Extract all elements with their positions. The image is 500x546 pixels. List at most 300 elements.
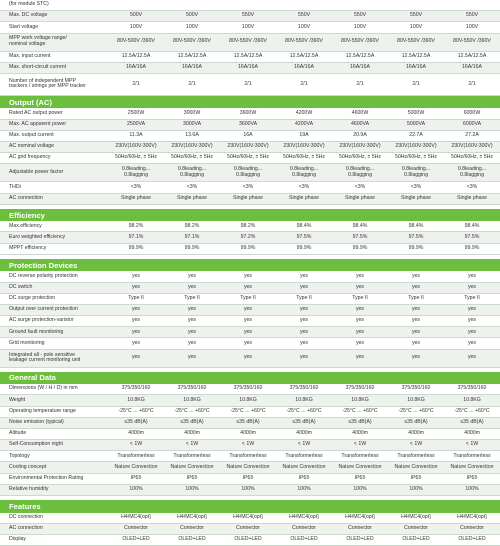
spec-value: 0.8leading... 0.8lagging — [289, 166, 319, 178]
spec-value: ≤35 dB(A) — [292, 418, 316, 425]
spec-label: Rated AC output power — [9, 109, 63, 116]
spec-values — [108, 111, 500, 117]
spec-value: Single phase — [457, 194, 487, 201]
spec-value: 5000VA — [406, 120, 426, 127]
spec-value: yes — [299, 306, 309, 313]
spec-label: DC switch — [9, 283, 33, 290]
spec-label: Number of independent MPP trackers / strings per MPP tracker — [9, 77, 86, 90]
spec-value: 12.5A/12.5A — [289, 52, 319, 59]
spec-value: Transformerless — [229, 452, 267, 459]
spec-values — [108, 487, 500, 493]
spec-values — [108, 431, 500, 437]
spec-label: Max. DC voltage — [9, 12, 48, 19]
spec-values — [108, 155, 500, 161]
spec-value: 10.8KG — [407, 396, 425, 403]
spec-row — [0, 52, 500, 63]
spec-row — [0, 283, 500, 294]
spec-value: IP65 — [354, 474, 366, 481]
spec-value: 11.3A — [129, 132, 143, 139]
spec-value: 10.8KG — [127, 396, 145, 403]
spec-value: 4000m — [240, 430, 256, 437]
spec-value: 3000W — [183, 109, 201, 116]
spec-value: yes — [243, 283, 253, 290]
spec-value: 10.8KG — [183, 396, 201, 403]
spec-label: Max. short-circuit current — [9, 64, 67, 71]
spec-value: 550V — [241, 12, 255, 19]
spec-value: 2/1 — [132, 80, 140, 87]
spec-value: yes — [187, 328, 197, 335]
spec-value: Nature Convection — [394, 463, 438, 470]
spec-row — [0, 34, 500, 52]
spec-value: yes — [355, 339, 365, 346]
spec-values — [108, 454, 500, 460]
spec-label: Grid monitoring — [9, 339, 45, 346]
spec-value: 22.7A — [409, 132, 423, 139]
spec-value: 97.5% — [296, 233, 312, 240]
spec-value: 50Hz/60Hz, ± 5Hz — [450, 154, 494, 161]
spec-value: 16A — [243, 132, 253, 139]
spec-value: 80V-550V /360V — [397, 38, 435, 45]
spec-value: IP65 — [466, 474, 478, 481]
spec-label: Environmental Protection Rating — [9, 474, 84, 481]
spec-value: 100V — [241, 23, 255, 30]
spec-value: OLED+LED — [290, 536, 318, 543]
spec-label: Self-Consumption night — [9, 441, 63, 448]
section-header: Output (AC) — [0, 96, 500, 109]
spec-value: 230V(160V-300V) — [171, 143, 213, 150]
spec-value: yes — [131, 283, 141, 290]
spec-value: 230V(160V-300V) — [283, 143, 325, 150]
spec-value: 12.5A/12.5A — [121, 52, 151, 59]
spec-value: 550V — [297, 12, 311, 19]
spec-value: 4600W — [351, 109, 369, 116]
spec-value: <3% — [466, 183, 478, 190]
spec-value: 375/350/160 — [233, 385, 263, 392]
spec-value: OLED+LED — [346, 536, 374, 543]
spec-value: yes — [243, 328, 253, 335]
spec-value: Single phase — [177, 194, 207, 201]
spec-value: 27.2A — [465, 132, 479, 139]
spec-value: yes — [411, 272, 421, 279]
spec-value: 80V-500V /360V — [117, 38, 155, 45]
spec-value: ≤35 dB(A) — [348, 418, 372, 425]
spec-value: 100V — [465, 23, 479, 30]
spec-value: 98.2% — [240, 222, 256, 229]
spec-value: 20.9A — [353, 132, 367, 139]
spec-value: ≤35 dB(A) — [180, 418, 204, 425]
spec-values — [108, 386, 500, 392]
spec-value: OLED+LED — [458, 536, 486, 543]
spec-value: yes — [467, 328, 477, 335]
spec-value: 4200W — [295, 109, 313, 116]
spec-value: Connector — [236, 524, 260, 531]
spec-value: yes — [299, 283, 309, 290]
spec-value: < 1W — [185, 441, 199, 448]
spec-value: 97.5% — [352, 233, 368, 240]
spec-value: 375/350/160 — [121, 385, 151, 392]
spec-value: yes — [187, 272, 197, 279]
spec-value: Transformerless — [397, 452, 435, 459]
spec-label: Ground fault monitoring — [9, 328, 64, 335]
spec-value: Nature Convection — [226, 463, 270, 470]
spec-values — [108, 409, 500, 415]
section-header: Efficiency — [0, 209, 500, 222]
spec-value: 97.5% — [464, 233, 480, 240]
spec-value: 97.1% — [128, 233, 144, 240]
spec-value: 50Hz/60Hz, ± 5Hz — [338, 154, 382, 161]
spec-row — [0, 164, 500, 182]
spec-row — [0, 395, 500, 406]
spec-value: yes — [355, 328, 365, 335]
spec-value: 4000m — [352, 430, 368, 437]
spec-row — [0, 294, 500, 305]
spec-value: <3% — [354, 183, 366, 190]
spec-value: 16A/16A — [350, 64, 370, 71]
spec-values — [108, 526, 500, 532]
spec-value: < 1W — [241, 441, 255, 448]
spec-value: 50Hz/60Hz, ± 5Hz — [114, 154, 158, 161]
spec-value: yes — [411, 317, 421, 324]
spec-value: 99.9% — [184, 244, 200, 251]
spec-value: Connector — [180, 524, 204, 531]
spec-label: AC grid frequency — [9, 154, 51, 161]
spec-value: Connector — [124, 524, 148, 531]
spec-value: 3600VA — [238, 120, 258, 127]
spec-value: 97.1% — [184, 233, 200, 240]
spec-values — [108, 274, 500, 280]
spec-row — [0, 120, 500, 131]
spec-row — [0, 513, 500, 524]
section-header: Protection Devices — [0, 259, 500, 272]
spec-label: Max. input current — [9, 52, 51, 59]
spec-value: 2/1 — [300, 80, 308, 87]
spec-value: 98.4% — [408, 222, 424, 229]
spec-value: -25°C ... +60°C — [286, 407, 322, 414]
spec-value: Single phase — [345, 194, 375, 201]
spec-values — [108, 476, 500, 482]
spec-row — [0, 131, 500, 142]
spec-value: yes — [411, 306, 421, 313]
spec-value: ≤35 dB(A) — [460, 418, 484, 425]
spec-row — [0, 327, 500, 338]
spec-label: Display — [9, 536, 27, 543]
spec-value: 0.8leading... 0.8lagging — [177, 166, 207, 178]
spec-label: Adjustable power factor — [9, 169, 64, 176]
spec-row — [0, 440, 500, 451]
spec-value: yes — [355, 306, 365, 313]
spec-value: yes — [411, 354, 421, 361]
spec-value: 230V(160V-300V) — [227, 143, 269, 150]
spec-value: 80V-550V /360V — [453, 38, 491, 45]
spec-value: yes — [355, 272, 365, 279]
spec-value: yes — [131, 306, 141, 313]
spec-label: Relative humidity — [9, 486, 49, 493]
spec-row — [0, 485, 500, 496]
spec-value: yes — [467, 317, 477, 324]
spec-value: OLED+LED — [122, 536, 150, 543]
spec-value: 98.4% — [352, 222, 368, 229]
spec-value: 10.8KG — [351, 396, 369, 403]
spec-value: Transformerless — [117, 452, 155, 459]
spec-value: Type II — [352, 294, 368, 301]
spec-label: Start voltage — [9, 23, 39, 30]
spec-value: 100V — [297, 23, 311, 30]
spec-value: yes — [355, 354, 365, 361]
spec-value: Single phase — [401, 194, 431, 201]
spec-value: 6000VA — [462, 120, 482, 127]
spec-value: yes — [131, 339, 141, 346]
spec-value: yes — [243, 339, 253, 346]
spec-value: 100% — [129, 486, 143, 493]
spec-value: < 1W — [297, 441, 311, 448]
spec-label: AC connection — [9, 194, 43, 201]
spec-value: yes — [187, 339, 197, 346]
spec-value: <3% — [242, 183, 254, 190]
spec-value: 100% — [241, 486, 255, 493]
spec-value: 0.8leading... 0.8lagging — [457, 166, 487, 178]
spec-value: 2500VA — [126, 120, 146, 127]
spec-value: H4/MC4(opt) — [233, 513, 263, 520]
spec-value: IP65 — [298, 474, 310, 481]
spec-value: 3600W — [239, 109, 257, 116]
spec-value: Transformerless — [285, 452, 323, 459]
spec-value: 99.9% — [240, 244, 256, 251]
spec-row — [0, 153, 500, 164]
spec-values — [108, 355, 500, 361]
spec-value: < 1W — [353, 441, 367, 448]
spec-value: yes — [243, 272, 253, 279]
spec-value: -25°C ... +60°C — [230, 407, 266, 414]
spec-label: AC nominal voltage — [9, 143, 54, 150]
spec-value: 550V — [353, 12, 367, 19]
spec-value: 4200VA — [294, 120, 314, 127]
spec-value: Transformerless — [453, 452, 491, 459]
spec-value: yes — [243, 317, 253, 324]
spec-value: 80V-500V /360V — [173, 38, 211, 45]
spec-value: yes — [467, 306, 477, 313]
spec-value: 230V(160V-300V) — [395, 143, 437, 150]
spec-value: 16A/16A — [294, 64, 314, 71]
spec-values — [108, 39, 500, 45]
spec-label: Dimensions (W / H / D) in mm — [9, 385, 78, 392]
spec-value: ≤35 dB(A) — [124, 418, 148, 425]
spec-value: 100V — [129, 23, 143, 30]
spec-row — [0, 407, 500, 418]
spec-label: Integrated all - pole sensitive leakage current monitoring unit — [9, 351, 81, 364]
spec-value: 10.8KG — [239, 396, 257, 403]
spec-value: 98.2% — [128, 222, 144, 229]
spec-row — [0, 350, 500, 368]
spec-value: 16A/16A — [238, 64, 258, 71]
spec-values — [108, 318, 500, 324]
spec-value: 375/350/160 — [177, 385, 207, 392]
spec-value: 50Hz/60Hz, ± 5Hz — [282, 154, 326, 161]
spec-value: 0.8leading... 0.8lagging — [121, 166, 151, 178]
spec-value: 375/350/160 — [401, 385, 431, 392]
spec-value: Type II — [184, 294, 200, 301]
spec-value: yes — [299, 272, 309, 279]
spec-value: 4600VA — [350, 120, 370, 127]
spec-value: 4000m — [184, 430, 200, 437]
spec-value: 99.9% — [408, 244, 424, 251]
spec-values — [108, 515, 500, 521]
spec-value: -25°C ... +60°C — [118, 407, 154, 414]
spec-value: yes — [131, 272, 141, 279]
spec-row — [0, 194, 500, 205]
spec-value: 16A/16A — [462, 64, 482, 71]
spec-value: Single phase — [289, 194, 319, 201]
spec-value: 80V-550V /360V — [229, 38, 267, 45]
spec-row — [0, 63, 500, 74]
spec-row — [0, 462, 500, 473]
spec-value: 375/350/160 — [457, 385, 487, 392]
spec-label: DC surge protection — [9, 294, 56, 301]
spec-value: Connector — [460, 524, 484, 531]
spec-value: 100% — [297, 486, 311, 493]
spec-value: yes — [187, 317, 197, 324]
spec-label: MPP work voltage range/ nominal voltage — [9, 35, 67, 48]
spec-value: OLED+LED — [178, 536, 206, 543]
spec-value: 16A/16A — [182, 64, 202, 71]
spec-value: 3000VA — [182, 120, 202, 127]
spec-value: 97.2% — [240, 233, 256, 240]
spec-value: yes — [355, 317, 365, 324]
spec-label: AC connection — [9, 524, 43, 531]
spec-row — [0, 11, 500, 22]
spec-row — [0, 0, 500, 11]
spec-value: IP65 — [242, 474, 254, 481]
spec-value: 50Hz/60Hz, ± 5Hz — [226, 154, 270, 161]
spec-value: yes — [411, 328, 421, 335]
spec-row — [0, 451, 500, 462]
spec-value: H4/MC4(opt) — [401, 513, 431, 520]
spec-row — [0, 418, 500, 429]
spec-row — [0, 271, 500, 282]
spec-value: 10.8KG — [463, 396, 481, 403]
spec-row — [0, 524, 500, 535]
spec-value: Connector — [292, 524, 316, 531]
spec-value: Single phase — [121, 194, 151, 201]
spec-value: 4000m — [408, 430, 424, 437]
spec-value: 0.8leading... 0.8lagging — [233, 166, 263, 178]
spec-values — [108, 235, 500, 241]
spec-value: yes — [467, 339, 477, 346]
spec-values — [108, 196, 500, 202]
spec-value: yes — [299, 317, 309, 324]
spec-label: Euro weighted efficiency — [9, 233, 66, 240]
spec-values — [108, 465, 500, 471]
spec-value: 16A/16A — [406, 64, 426, 71]
spec-value: yes — [467, 283, 477, 290]
spec-label: (for module STC) — [9, 1, 49, 8]
spec-value: 100% — [353, 486, 367, 493]
spec-value: yes — [187, 283, 197, 290]
spec-value: yes — [467, 272, 477, 279]
spec-value: <3% — [130, 183, 142, 190]
spec-row — [0, 108, 500, 119]
spec-value: 2/1 — [356, 80, 364, 87]
spec-label: Max. output current — [9, 132, 54, 139]
spec-row — [0, 535, 500, 546]
spec-value: yes — [299, 339, 309, 346]
spec-value: 2/1 — [244, 80, 252, 87]
spec-value: 230V(160V-300V) — [339, 143, 381, 150]
spec-value: < 1W — [465, 441, 479, 448]
spec-values — [108, 307, 500, 313]
spec-value: 16A/16A — [126, 64, 146, 71]
spec-value: 0.8leading... 0.8lagging — [401, 166, 431, 178]
spec-value: -25°C ... +60°C — [174, 407, 210, 414]
spec-label: MPPT efficiency — [9, 244, 47, 251]
spec-value: < 1W — [129, 441, 143, 448]
spec-value: H4/MC4(opt) — [289, 513, 319, 520]
spec-value: 100V — [409, 23, 423, 30]
spec-row — [0, 244, 500, 255]
spec-value: 99.9% — [352, 244, 368, 251]
spec-value: 98.4% — [464, 222, 480, 229]
spec-value: OLED+LED — [234, 536, 262, 543]
spec-value: 12.5A/12.5A — [233, 52, 263, 59]
spec-values — [108, 341, 500, 347]
section-header: Features — [0, 500, 500, 513]
spec-values — [108, 185, 500, 191]
spec-values — [108, 133, 500, 139]
spec-value: -25°C ... +60°C — [454, 407, 490, 414]
spec-row — [0, 384, 500, 395]
spec-values — [108, 246, 500, 252]
spec-value: 2500W — [127, 109, 145, 116]
spec-value: <3% — [186, 183, 198, 190]
spec-value: Type II — [464, 294, 480, 301]
spec-value: H4/MC4(opt) — [177, 513, 207, 520]
spec-value: 100V — [185, 23, 199, 30]
spec-value: <3% — [298, 183, 310, 190]
spec-value: -25°C ... +60°C — [342, 407, 378, 414]
spec-value: Transformerless — [173, 452, 211, 459]
spec-label: THDi — [9, 183, 21, 190]
spec-value: Nature Convection — [114, 463, 158, 470]
spec-values — [108, 82, 500, 88]
spec-row — [0, 474, 500, 485]
spec-row — [0, 22, 500, 33]
spec-value: yes — [299, 328, 309, 335]
spec-value: Type II — [240, 294, 256, 301]
spec-value: H4/MC4(opt) — [345, 513, 375, 520]
spec-values — [108, 54, 500, 60]
spec-value: 500V — [129, 12, 143, 19]
spec-label: DC reverse polarity protection — [9, 272, 78, 279]
spec-value: yes — [131, 354, 141, 361]
spec-label: Cooling concept — [9, 463, 47, 470]
spec-value: Transformerless — [341, 452, 379, 459]
spec-value: 100V — [353, 23, 367, 30]
spec-value: yes — [411, 283, 421, 290]
spec-label: Operating temperature range — [9, 407, 76, 414]
spec-value: 4000m — [296, 430, 312, 437]
spec-label: Weight — [9, 396, 26, 403]
spec-value: yes — [187, 354, 197, 361]
spec-value: 500V — [185, 12, 199, 19]
spec-label: Output over current protection — [9, 306, 78, 313]
spec-value: 2/1 — [468, 80, 476, 87]
spec-value: H4/MC4(opt) — [121, 513, 151, 520]
spec-label: Altitude — [9, 430, 27, 437]
spec-value: IP65 — [130, 474, 142, 481]
spec-value: 99.9% — [464, 244, 480, 251]
spec-values — [108, 330, 500, 336]
spec-value: -25°C ... +60°C — [398, 407, 434, 414]
spec-values — [108, 398, 500, 404]
